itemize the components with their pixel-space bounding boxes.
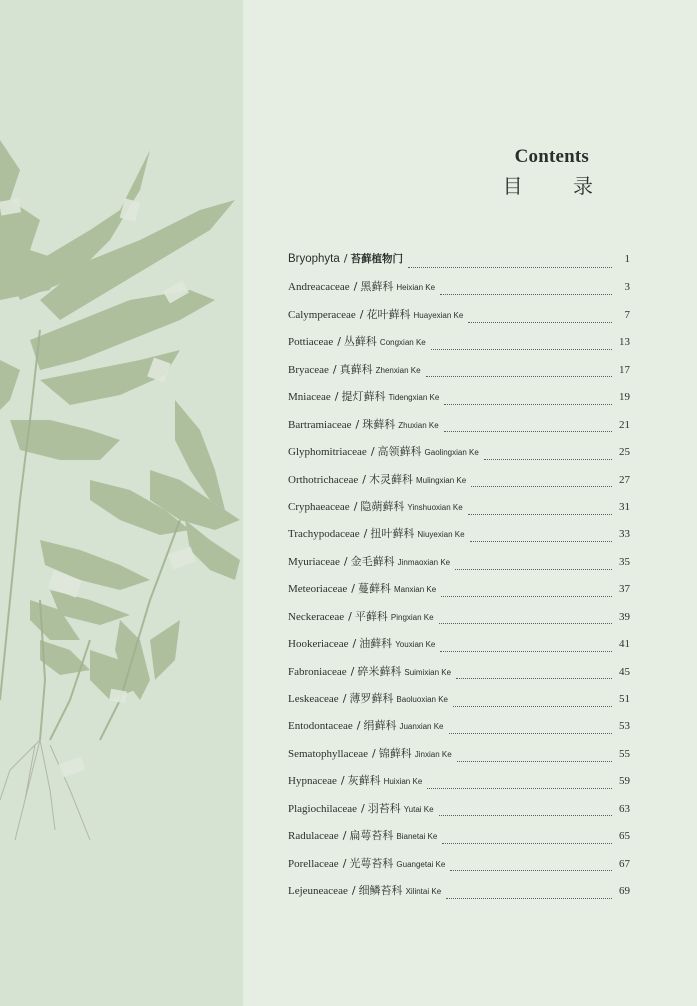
toc-entry-chinese-name: 珠藓科 [362, 417, 396, 431]
toc-entry-separator: / [342, 856, 347, 870]
toc-entry-latin-name: Andreacaceae [288, 281, 350, 294]
toc-entry-leader-dots [426, 367, 612, 377]
toc-entry-leader-dots [471, 477, 612, 487]
toc-entry-pinyin: Manxian Ke [393, 585, 437, 595]
toc-entry-chinese-name: 灰藓科 [347, 774, 381, 788]
toc-entry-page-number: 67 [619, 857, 630, 870]
toc-entry-latin-name: Hypnaceae [288, 775, 337, 788]
toc-entry-latin-name: Myuriaceae [288, 555, 340, 568]
herbarium-specimen-illustration [0, 0, 243, 1006]
toc-entry[interactable] [288, 690, 630, 717]
toc-entry-separator: / [337, 335, 341, 349]
toc-entry-page-number: 31 [619, 500, 630, 513]
toc-entry-pinyin: Bianetai Ke [396, 832, 438, 842]
toc-entry-latin-name: Glyphomitriaceae [288, 446, 367, 459]
toc-entry[interactable] [288, 388, 630, 415]
toc-entry-pinyin: Huixian Ke [383, 777, 423, 787]
toc-entry-latin-name: Porellaceae [288, 857, 339, 870]
toc-entry-page-number: 1 [624, 253, 630, 265]
toc-entry-leader-dots [468, 505, 612, 515]
toc-entry-separator: / [350, 664, 355, 678]
contents-heading [489, 146, 615, 199]
toc-entry-leader-dots [468, 313, 612, 323]
toc-entry-pinyin: Heixian Ke [396, 283, 436, 293]
toc-entry-pinyin: Mulingxian Ke [415, 475, 467, 485]
toc-entry-page-number: 17 [619, 363, 630, 376]
toc-entry-pinyin: Xilintai Ke [405, 887, 442, 897]
herbarium-image-panel [0, 0, 243, 1006]
toc-entry-page-number: 69 [619, 885, 630, 898]
toc-entry-page-number: 41 [619, 638, 630, 651]
toc-entry-chinese-name: 隐蒴藓科 [360, 499, 405, 513]
contents-title-en: Contents [514, 146, 590, 167]
toc-entry[interactable] [288, 580, 630, 607]
toc-entry-pinyin: Suimixian Ke [404, 667, 452, 677]
toc-entry[interactable] [288, 443, 630, 470]
toc-entry-chinese-name: 花叶藓科 [366, 307, 411, 321]
toc-entry[interactable] [288, 278, 630, 305]
toc-entry-chinese-name: 苔藓植物门 [350, 253, 403, 265]
toc-entry-leader-dots [440, 642, 612, 652]
toc-entry-leader-dots [440, 285, 612, 295]
toc-entry-pinyin: Jinxian Ke [414, 749, 452, 759]
toc-entry-page-number: 51 [619, 693, 630, 705]
toc-entry[interactable] [288, 635, 630, 662]
toc-entry-chinese-name: 锦藓科 [378, 746, 412, 760]
toc-entry-page-number: 35 [619, 555, 630, 568]
toc-entry-chinese-name: 扭叶藓科 [370, 527, 415, 541]
toc-entry-chinese-name: 油藓科 [359, 637, 393, 651]
toc-entry-pinyin: Yutai Ke [403, 804, 434, 814]
toc-entry-leader-dots [470, 532, 612, 542]
toc-entry-leader-dots [408, 258, 612, 268]
toc-entry-latin-name: Trachypodaceae [288, 528, 360, 541]
toc-entry-page-number: 55 [619, 747, 630, 760]
toc-entry-latin-name: Cryphaeaceae [288, 500, 350, 513]
toc-entry[interactable] [288, 800, 630, 827]
toc-entry-separator: / [370, 445, 375, 459]
toc-entry-separator: / [340, 774, 345, 788]
toc-entry-page-number: 19 [619, 391, 630, 404]
toc-entry-chinese-name: 提灯藓科 [341, 390, 386, 404]
toc-entry-leader-dots [441, 587, 612, 597]
toc-entry-latin-name: Bryophyta [288, 253, 340, 265]
contents-title-zh: 目 录 [502, 174, 615, 198]
toc-entry-chinese-name: 木灵藓科 [368, 472, 413, 486]
toc-entry[interactable] [288, 553, 630, 580]
toc-entry-pinyin: Niuyexian Ke [417, 530, 465, 540]
toc-entry-pinyin: Zhuxian Ke [398, 420, 439, 430]
toc-entry-separator: / [342, 829, 347, 843]
toc-entry-separator: / [348, 609, 352, 623]
toc-entry-chinese-name: 光萼苔科 [349, 856, 394, 870]
toc-entry-separator: / [352, 637, 357, 651]
toc-entry-latin-name: Hookeriaceae [288, 638, 349, 651]
toc-entry-pinyin: Youxian Ke [395, 640, 436, 650]
toc-entry-separator: / [372, 746, 376, 760]
toc-entry-leader-dots [449, 724, 613, 734]
toc-entry-separator: / [356, 719, 361, 733]
toc-entry-page-number: 27 [619, 473, 630, 486]
toc-entry-separator: / [359, 307, 364, 321]
toc-entry-pinyin: Juanxian Ke [399, 722, 444, 732]
toc-entry-page-number: 21 [619, 418, 630, 431]
toc-entry-page-number: 59 [619, 775, 630, 788]
toc-entry-leader-dots [457, 752, 612, 762]
toc-entry[interactable] [288, 525, 630, 552]
toc-entry-page-number: 7 [624, 308, 630, 321]
toc-entry-separator: / [332, 362, 337, 376]
toc-entry[interactable] [288, 717, 630, 744]
toc-entry-chinese-name: 蔓藓科 [357, 582, 391, 596]
toc-entry-separator: / [351, 884, 356, 898]
toc-entry[interactable] [288, 745, 630, 772]
toc-entry-separator: / [361, 801, 365, 815]
toc-entry-chinese-name: 绢藓科 [363, 719, 397, 733]
toc-entry-separator: / [363, 527, 368, 541]
toc-entry-leader-dots [446, 889, 612, 899]
toc-entry-leader-dots [427, 779, 612, 789]
toc-entry-chinese-name: 金毛藓科 [350, 554, 395, 568]
toc-entry[interactable] [288, 361, 630, 388]
toc-entry[interactable] [288, 608, 630, 635]
toc-entry-page-number: 13 [619, 336, 630, 349]
toc-entry-leader-dots [484, 450, 612, 460]
toc-entry-page-number: 3 [624, 281, 630, 294]
toc-entry-separator: / [353, 280, 358, 294]
toc-entry-leader-dots [450, 861, 612, 871]
toc-entry-leader-dots [456, 669, 612, 679]
toc-entry-latin-name: Bryaceae [288, 363, 329, 376]
toc-entry-pinyin: Baoluoxian Ke [396, 695, 448, 704]
toc-entry[interactable] [288, 498, 630, 525]
toc-entry-separator: / [342, 692, 347, 705]
toc-entry-page-number: 37 [619, 583, 630, 596]
toc-entry-leader-dots [453, 697, 612, 707]
toc-entry[interactable] [288, 882, 630, 909]
toc-entry-page-number: 25 [619, 446, 630, 459]
toc-entry-page-number: 39 [619, 610, 630, 623]
toc-entry-chinese-name: 碎米藓科 [357, 664, 402, 678]
toc-entry-pinyin: Jinmaoxian Ke [397, 557, 451, 567]
toc-entry-latin-name: Mniaceae [288, 391, 331, 404]
toc-entry-chinese-name: 丛藓科 [343, 335, 377, 349]
toc-entry-latin-name: Neckeraceae [288, 610, 345, 623]
toc-entry-separator: / [343, 554, 348, 568]
toc-entry-leader-dots [439, 614, 612, 624]
toc-entry-chinese-name: 薄罗藓科 [349, 692, 394, 705]
toc-entry-leader-dots [455, 560, 612, 570]
toc-entry-pinyin: Congxian Ke [379, 338, 426, 348]
toc-entry-chinese-name: 真藓科 [339, 362, 373, 376]
toc-entry[interactable] [288, 827, 630, 854]
toc-entry-separator: / [334, 390, 339, 404]
toc-entry-page-number: 63 [619, 802, 630, 815]
toc-entry-chinese-name: 平藓科 [354, 609, 388, 623]
toc-entry-separator: / [362, 472, 366, 486]
toc-entry-leader-dots [431, 340, 612, 350]
toc-entry-leader-dots [444, 422, 612, 432]
toc-entry-separator: / [353, 499, 358, 513]
toc-entry-latin-name: Entodontaceae [288, 720, 353, 733]
toc-entry-chinese-name: 羽苔科 [367, 801, 401, 815]
toc-entry-latin-name: Radulaceae [288, 830, 339, 843]
toc-entry-latin-name: Fabroniaceae [288, 665, 347, 678]
toc-entry-chinese-name: 细鳞苔科 [358, 884, 403, 898]
toc-entry-separator: / [343, 252, 348, 265]
toc-entry-latin-name: Pottiaceae [288, 336, 334, 349]
toc-entry-leader-dots [442, 834, 612, 844]
toc-entry[interactable] [288, 663, 630, 690]
toc-entry-pinyin: Yinshuoxian Ke [407, 502, 463, 512]
toc-entry-chinese-name: 扁萼苔科 [349, 829, 394, 843]
toc-entry[interactable] [288, 855, 630, 882]
toc-entry-separator: / [351, 582, 355, 596]
toc-entry-separator: / [355, 417, 360, 431]
toc-entry-pinyin: Gaolingxian Ke [424, 448, 479, 458]
toc-entry[interactable] [288, 306, 630, 333]
toc-entry[interactable] [288, 251, 630, 278]
toc-entry-latin-name: Plagiochilaceae [288, 802, 358, 815]
toc-entry-page-number: 65 [619, 830, 630, 843]
toc-entry-page-number: 33 [619, 528, 630, 541]
toc-entry-leader-dots [444, 395, 612, 405]
toc-entry-latin-name: Meteoriaceae [288, 583, 348, 596]
toc-entry-leader-dots [439, 806, 612, 816]
toc-entry-pinyin: Zhenxian Ke [375, 365, 421, 375]
toc-entry-page-number: 45 [619, 665, 630, 678]
toc-entry[interactable] [288, 333, 630, 360]
toc-entry-latin-name: Bartramiaceae [288, 418, 352, 431]
toc-entry-pinyin: Pingxian Ke [390, 612, 434, 622]
toc-entry-pinyin: Guangetai Ke [396, 859, 446, 869]
table-of-contents [288, 251, 630, 910]
toc-entry-latin-name: Calymperaceae [288, 308, 356, 321]
toc-entry-page-number: 53 [619, 720, 630, 733]
toc-entry[interactable] [288, 772, 630, 799]
toc-entry[interactable] [288, 471, 630, 498]
toc-entry-chinese-name: 高领藓科 [377, 445, 422, 459]
toc-entry-latin-name: Lejeuneaceae [288, 885, 348, 898]
toc-entry-chinese-name: 黑藓科 [360, 280, 394, 294]
toc-entry[interactable] [288, 416, 630, 443]
toc-entry-latin-name: Leskeaceae [288, 693, 339, 705]
toc-entry-pinyin: Huayexian Ke [413, 310, 464, 320]
toc-entry-latin-name: Sematophyllaceae [288, 747, 369, 760]
toc-entry-latin-name: Orthotrichaceae [288, 473, 359, 486]
toc-entry-pinyin: Tidengxian Ke [388, 393, 440, 403]
